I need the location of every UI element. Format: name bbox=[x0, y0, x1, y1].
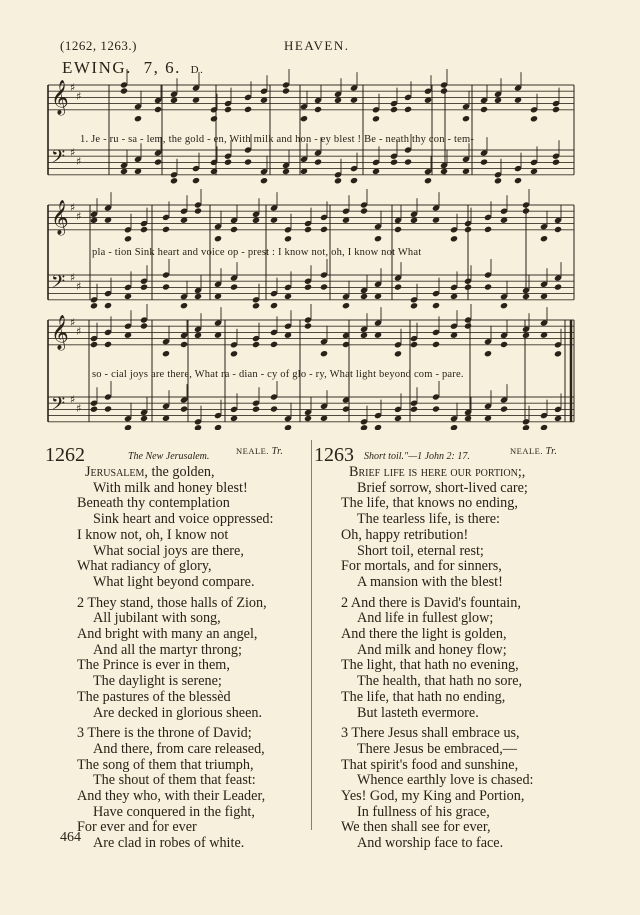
verse-line: 2 And there is David's fountain, bbox=[341, 594, 521, 611]
verse-line: What social joys are there, bbox=[93, 542, 244, 559]
note-head bbox=[90, 302, 98, 309]
hymn-title-1262: The New Jerusalem. bbox=[128, 451, 210, 462]
verse-line: And worship face to face. bbox=[357, 835, 504, 852]
sharp-icon: ♯ bbox=[76, 280, 82, 293]
verse-line: Sink heart and voice oppressed: bbox=[93, 511, 274, 528]
music-lyric-line-1: 1. Je - ru - sa - lem, the gold - en, With milk and hon - ey blest ! Be - neath thy con - tem- bbox=[80, 134, 475, 145]
note-head bbox=[494, 177, 502, 184]
note-head bbox=[462, 115, 470, 122]
hymn-number-1263: 1263 bbox=[314, 444, 354, 466]
note-head bbox=[552, 106, 560, 113]
note-head bbox=[500, 341, 508, 348]
note-head bbox=[480, 158, 488, 165]
verse-line: The song of them that triumph, bbox=[77, 756, 254, 773]
note-head bbox=[180, 341, 188, 348]
verse-line: Yes! God, my King and Portion, bbox=[341, 788, 525, 805]
note-head bbox=[410, 341, 418, 348]
note-head bbox=[424, 177, 432, 184]
note-head bbox=[140, 226, 148, 233]
note-head bbox=[372, 115, 380, 122]
verse-line: The Prince is ever in them, bbox=[77, 657, 230, 674]
music-lyric-line-2: pla - tion Sink heart and voice op - prest : I know not, oh, I know not What bbox=[92, 247, 422, 258]
verse-line: 2 They stand, those halls of Zion, bbox=[77, 594, 267, 611]
verse-line: In fullness of his grace, bbox=[357, 803, 490, 820]
note-head bbox=[540, 424, 548, 430]
author-name: NEALE. bbox=[510, 446, 543, 456]
tune-meter: 7, 6. bbox=[143, 58, 181, 77]
bass-clef-icon: 𝄢 bbox=[51, 394, 66, 419]
note-head bbox=[162, 226, 170, 233]
hymn-title-1263: Short toil."—1 John 2: 17. bbox=[364, 451, 470, 462]
verse-line: For mortals, and for sinners, bbox=[341, 558, 502, 575]
hymn-author-1263 bbox=[510, 446, 557, 457]
verse-line: But lasteth evermore. bbox=[357, 704, 479, 721]
verse-line: What light beyond compare. bbox=[93, 573, 255, 590]
verse-line: Oh, happy retribution! bbox=[341, 526, 469, 543]
note-head bbox=[450, 235, 458, 242]
sharp-icon: ♯ bbox=[76, 90, 82, 103]
note-head bbox=[224, 159, 232, 166]
hymn-1262-text bbox=[77, 465, 273, 852]
verse-line: That spirit's food and sunshine, bbox=[341, 756, 519, 773]
note-head bbox=[410, 302, 418, 309]
sharp-icon: ♯ bbox=[76, 325, 82, 338]
note-head bbox=[390, 159, 398, 166]
note-head bbox=[374, 235, 382, 242]
treble-clef-icon: 𝄞 bbox=[51, 315, 69, 350]
note-head bbox=[252, 302, 260, 309]
note-head bbox=[154, 158, 162, 165]
note-head bbox=[432, 302, 440, 309]
note-head bbox=[224, 106, 232, 113]
sharp-icon: ♯ bbox=[76, 210, 82, 223]
verse-line: The daylight is serene; bbox=[93, 673, 222, 690]
note-head bbox=[484, 226, 492, 233]
verse-line: There Jesus be embraced,— bbox=[357, 740, 517, 757]
note-head bbox=[540, 235, 548, 242]
note-head bbox=[90, 341, 98, 348]
note-head bbox=[140, 284, 148, 291]
note-head bbox=[450, 424, 458, 430]
verse-line: 3 There Jesus shall embrace us, bbox=[341, 725, 520, 742]
verse-line: All jubilant with song, bbox=[93, 610, 221, 627]
note-head bbox=[314, 158, 322, 165]
note-head bbox=[230, 350, 238, 357]
note-head bbox=[244, 158, 252, 165]
note-head bbox=[464, 322, 472, 329]
verse-line: Brief life is here our portion;, bbox=[349, 464, 526, 480]
note-head bbox=[252, 341, 260, 348]
verse-line: And life in fullest glow; bbox=[357, 610, 494, 627]
verse-line: With milk and honey blest! bbox=[93, 479, 248, 496]
note-head bbox=[230, 226, 238, 233]
note-head bbox=[192, 177, 200, 184]
sharp-icon: ♯ bbox=[70, 201, 76, 214]
treble-clef-icon: 𝄞 bbox=[51, 200, 69, 235]
verse-line: And there, from care released, bbox=[93, 740, 265, 757]
note-head bbox=[194, 207, 202, 214]
verse-line: Whence earthly love is chased: bbox=[357, 772, 534, 789]
note-head bbox=[530, 115, 538, 122]
sharp-icon: ♯ bbox=[76, 155, 82, 168]
note-head bbox=[320, 350, 328, 357]
note-head bbox=[500, 405, 508, 412]
note-head bbox=[410, 406, 418, 413]
note-head bbox=[440, 87, 448, 94]
note-head bbox=[282, 87, 290, 94]
note-head bbox=[124, 235, 132, 242]
note-head bbox=[270, 302, 278, 309]
sharp-icon: ♯ bbox=[70, 81, 76, 94]
bass-clef-icon: 𝄢 bbox=[51, 147, 66, 172]
column-divider bbox=[311, 440, 312, 830]
verse-line: Have conquered in the fight, bbox=[93, 803, 255, 820]
note-head bbox=[300, 115, 308, 122]
note-head bbox=[170, 177, 178, 184]
note-head bbox=[360, 207, 368, 214]
verse-line: Brief sorrow, short-lived care; bbox=[357, 479, 528, 496]
verse-line: We then shall see for ever, bbox=[341, 819, 491, 836]
verse-line: The life, that knows no ending, bbox=[341, 495, 518, 512]
verse-line: And they who, with their Leader, bbox=[77, 788, 266, 805]
note-head bbox=[404, 158, 412, 165]
note-head bbox=[360, 424, 368, 430]
note-head bbox=[554, 226, 562, 233]
note-head bbox=[134, 115, 142, 122]
note-head bbox=[484, 350, 492, 357]
note-head bbox=[104, 341, 112, 348]
note-head bbox=[260, 177, 268, 184]
note-head bbox=[252, 406, 260, 413]
verse-line: I know not, oh, I know not bbox=[77, 526, 229, 543]
verse-line: The health, that hath no sore, bbox=[357, 673, 523, 690]
note-head bbox=[394, 226, 402, 233]
note-head bbox=[480, 106, 488, 113]
bass-clef-icon: 𝄢 bbox=[51, 272, 66, 297]
sharp-icon: ♯ bbox=[70, 316, 76, 329]
note-head bbox=[120, 87, 128, 94]
music-score bbox=[0, 0, 640, 430]
note-head bbox=[432, 341, 440, 348]
note-head bbox=[270, 405, 278, 412]
running-header-hymn-refs: (1262, 1263.) bbox=[60, 38, 137, 53]
verse-line: What radiancy of glory, bbox=[77, 558, 212, 575]
note-head bbox=[244, 106, 252, 113]
note-head bbox=[210, 115, 218, 122]
note-head bbox=[304, 226, 312, 233]
note-head bbox=[214, 235, 222, 242]
running-header-title: HEAVEN. bbox=[284, 38, 350, 53]
note-head bbox=[390, 106, 398, 113]
note-head bbox=[432, 405, 440, 412]
verse-line: A mansion with the blest! bbox=[357, 573, 503, 590]
tune-meter-suffix: D. bbox=[190, 64, 205, 76]
verse-line: The life, that hath no ending, bbox=[341, 688, 506, 705]
note-head bbox=[394, 283, 402, 290]
note-head bbox=[350, 177, 358, 184]
hymn-1263-text bbox=[341, 465, 533, 852]
note-head bbox=[314, 106, 322, 113]
note-head bbox=[124, 424, 132, 430]
note-head bbox=[374, 424, 382, 430]
note-head bbox=[284, 235, 292, 242]
note-head bbox=[162, 350, 170, 357]
note-head bbox=[554, 283, 562, 290]
verse-line: Jerusalem, the golden, bbox=[85, 464, 215, 480]
note-head bbox=[304, 322, 312, 329]
note-head bbox=[554, 350, 562, 357]
note-head bbox=[320, 226, 328, 233]
note-head bbox=[552, 159, 560, 166]
verse-line: Beneath thy contemplation bbox=[77, 495, 230, 512]
note-head bbox=[180, 405, 188, 412]
note-head bbox=[342, 302, 350, 309]
hymn-number-1262: 1262 bbox=[45, 444, 85, 466]
page-number: 464 bbox=[60, 830, 81, 845]
sharp-icon: ♯ bbox=[76, 402, 82, 415]
note-head bbox=[500, 302, 508, 309]
sharp-icon: ♯ bbox=[70, 146, 76, 159]
note-head bbox=[214, 424, 222, 430]
author-name: NEALE. bbox=[236, 446, 269, 456]
verse-line: The shout of them that feast: bbox=[93, 772, 256, 789]
author-translator-mark: Tr. bbox=[271, 446, 284, 457]
note-head bbox=[334, 177, 342, 184]
treble-clef-icon: 𝄞 bbox=[51, 80, 69, 115]
note-head bbox=[522, 424, 530, 430]
verse-line: The pastures of the blessèd bbox=[77, 688, 231, 705]
verse-line: And all the martyr throng; bbox=[93, 641, 242, 658]
sharp-icon: ♯ bbox=[70, 393, 76, 406]
note-head bbox=[104, 302, 112, 309]
note-head bbox=[140, 322, 148, 329]
sharp-icon: ♯ bbox=[70, 271, 76, 284]
note-head bbox=[304, 284, 312, 291]
note-head bbox=[180, 302, 188, 309]
author-translator-mark: Tr. bbox=[545, 446, 558, 457]
note-head bbox=[404, 106, 412, 113]
verse-line: And bright with many an angel, bbox=[77, 626, 258, 643]
note-head bbox=[270, 341, 278, 348]
verse-line: For ever and for ever bbox=[77, 819, 197, 836]
verse-line: 3 There is the throne of David; bbox=[77, 725, 252, 742]
note-head bbox=[284, 424, 292, 430]
verse-line: And there the light is golden, bbox=[341, 626, 507, 643]
hymn-author-1262 bbox=[236, 446, 283, 457]
note-head bbox=[162, 283, 170, 290]
note-head bbox=[484, 283, 492, 290]
verse-line: Are clad in robes of white. bbox=[93, 835, 245, 852]
note-head bbox=[194, 424, 202, 430]
note-head bbox=[320, 283, 328, 290]
tune-name: EWING. bbox=[62, 58, 132, 77]
note-head bbox=[230, 283, 238, 290]
note-head bbox=[90, 406, 98, 413]
note-head bbox=[104, 405, 112, 412]
note-head bbox=[394, 350, 402, 357]
verse-line: The tearless life, is there: bbox=[357, 511, 500, 528]
note-head bbox=[154, 106, 162, 113]
verse-line: Short toil, eternal rest; bbox=[357, 542, 484, 559]
verse-line: Are decked in glorious sheen. bbox=[93, 704, 263, 721]
note-head bbox=[514, 177, 522, 184]
verse-line: The light, that hath no evening, bbox=[341, 657, 519, 674]
verse-line: And milk and honey flow; bbox=[357, 641, 507, 658]
music-lyric-line-3: so - cial joys are there, What ra - dian - cy of glo - ry, What light beyond com - pare. bbox=[92, 369, 464, 380]
